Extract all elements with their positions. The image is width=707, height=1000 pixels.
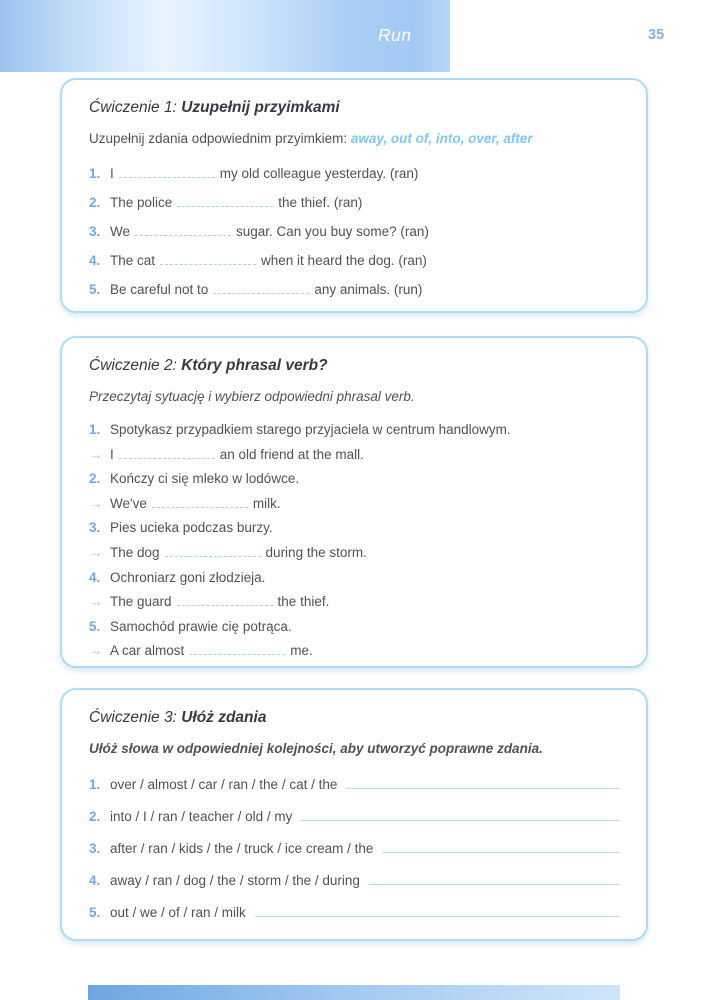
exercise-1-list <box>89 165 619 298</box>
scrambled-words: after / ran / kids / the / truck / ice cream / the <box>110 841 374 856</box>
answer-blank[interactable] <box>165 545 261 557</box>
situation-text: Kończy ci się mleko w lodówce. <box>110 471 300 487</box>
sentence-after: when it heard the dog. (ran) <box>261 253 427 268</box>
sentence <box>110 252 427 269</box>
exercise-1-instruction <box>89 130 619 147</box>
item-number: 1. <box>89 777 101 792</box>
exercise-2-heading: Który phrasal verb? <box>181 357 328 374</box>
arrow-icon: → <box>89 594 103 610</box>
list-item <box>89 776 619 793</box>
answer-line[interactable] <box>382 840 619 853</box>
list-item <box>89 872 619 889</box>
item-number: 2. <box>89 195 101 210</box>
sentence-before: The guard <box>110 594 172 610</box>
exercise-3-list <box>89 776 619 921</box>
list-item <box>89 808 619 825</box>
exercise-3-label: Ćwiczenie 3: <box>89 709 177 726</box>
list-item <box>89 165 619 182</box>
sentence-before: We <box>110 224 131 239</box>
exercise-2-instruction: Przeczytaj sytuację i wybierz odpowiedni phrasal verb. <box>89 389 415 404</box>
scrambled-words: into / I / ran / teacher / old / my <box>110 809 293 824</box>
list-item <box>89 904 619 921</box>
sentence-before: I <box>110 166 114 181</box>
exercise-2-label: Ćwiczenie 2: <box>89 357 177 374</box>
sentence-after: any animals. (run) <box>314 282 423 297</box>
answer-blank[interactable] <box>135 224 231 236</box>
sentence <box>110 194 362 211</box>
sentence-after: during the storm. <box>265 544 367 560</box>
answer-row <box>89 544 619 561</box>
sentence <box>110 223 429 240</box>
situation-text: Samochód prawie cię potrąca. <box>110 618 292 634</box>
exercise-1-card <box>60 78 648 313</box>
list-item <box>89 618 619 635</box>
sentence <box>110 544 367 561</box>
item-number: 4. <box>89 569 101 585</box>
item-number: 5. <box>89 618 101 634</box>
answer-blank[interactable] <box>177 594 273 606</box>
exercise-1-label: Ćwiczenie 1: <box>89 99 177 116</box>
sentence-after: milk. <box>252 495 281 511</box>
item-number: 5. <box>89 905 101 920</box>
answer-blank[interactable] <box>119 447 215 459</box>
sentence-before: We've <box>110 495 147 511</box>
exercise-3-card <box>60 688 648 941</box>
sentence <box>110 642 313 659</box>
sentence-before: I <box>110 446 114 462</box>
arrow-icon: → <box>89 495 103 511</box>
page-number: 35 <box>648 27 665 43</box>
exercise-1-instruction-text: Uzupełnij zdania odpowiednim przyimkiem: <box>89 131 348 146</box>
answer-line[interactable] <box>346 776 619 789</box>
situation-text: Spotykasz przypadkiem starego przyjaciela w centrum handlowym. <box>110 422 511 437</box>
sentence-before: The cat <box>110 253 156 268</box>
list-item <box>89 519 619 536</box>
situation-text: Ochroniarz goni złodzieja. <box>110 569 266 585</box>
sentence-before: A car almost <box>110 643 185 659</box>
answer-blank[interactable] <box>152 496 248 508</box>
item-number: 3. <box>89 520 101 536</box>
answer-blank[interactable] <box>119 166 215 178</box>
scrambled-words: away / ran / dog / the / storm / the / during <box>110 873 360 888</box>
header-band <box>0 0 450 72</box>
exercise-1-word-bank: away, out of, into, over, after <box>350 131 533 146</box>
list-item <box>89 840 619 857</box>
answer-line[interactable] <box>255 904 619 917</box>
sentence-after: an old friend at the mall. <box>219 446 364 462</box>
page-title: Run <box>378 25 412 45</box>
sentence <box>110 446 364 463</box>
list-item <box>89 470 619 487</box>
item-number: 2. <box>89 471 101 487</box>
item-number: 5. <box>89 282 101 297</box>
sentence-before: The dog <box>110 544 160 560</box>
arrow-icon: → <box>89 446 103 462</box>
sentence-after: sugar. Can you buy some? (ran) <box>236 224 429 239</box>
item-number: 2. <box>89 809 101 824</box>
sentence-after: the thief. <box>277 594 330 610</box>
list-item <box>89 252 619 269</box>
exercise-2-card <box>60 336 648 668</box>
item-number: 1. <box>89 422 101 437</box>
sentence <box>110 495 281 512</box>
sentence-after: the thief. (ran) <box>278 195 363 210</box>
item-number: 4. <box>89 873 101 888</box>
scrambled-words: out / we / of / ran / milk <box>110 905 246 920</box>
list-item <box>89 194 619 211</box>
situation-text: Pies ucieka podczas burzy. <box>110 520 273 536</box>
answer-row <box>89 593 619 610</box>
sentence <box>110 593 329 610</box>
item-number: 1. <box>89 166 101 181</box>
next-page-band <box>88 985 620 1000</box>
exercise-1-title <box>89 99 619 117</box>
sentence-after: my old colleague yesterday. (ran) <box>219 166 419 181</box>
list-item <box>89 421 619 438</box>
answer-blank[interactable] <box>189 643 285 655</box>
answer-row <box>89 446 619 463</box>
sentence-before: Be careful not to <box>110 282 209 297</box>
answer-line[interactable] <box>301 808 619 821</box>
answer-blank[interactable] <box>213 282 309 294</box>
sentence <box>110 165 418 182</box>
item-number: 3. <box>89 841 101 856</box>
answer-blank[interactable] <box>160 253 256 265</box>
list-item <box>89 223 619 240</box>
answer-line[interactable] <box>369 872 619 885</box>
sentence-before: The police <box>110 195 173 210</box>
exercise-3-instruction: Ułóż słowa w odpowiedniej kolejności, aby utworzyć poprawne zdania. <box>89 741 543 756</box>
answer-blank[interactable] <box>177 195 273 207</box>
sentence-after: me. <box>290 643 313 659</box>
answer-row <box>89 642 619 659</box>
exercise-3-heading: Ułóż zdania <box>181 709 267 726</box>
list-item <box>89 281 619 298</box>
exercise-3-title <box>89 709 619 727</box>
answer-row <box>89 495 619 512</box>
item-number: 4. <box>89 253 101 268</box>
item-number: 3. <box>89 224 101 239</box>
exercise-1-heading: Uzupełnij przyimkami <box>181 99 340 116</box>
list-item <box>89 569 619 586</box>
arrow-icon: → <box>89 544 103 560</box>
exercise-2-title <box>89 357 619 375</box>
sentence <box>110 281 422 298</box>
exercise-2-list <box>89 421 619 659</box>
scrambled-words: over / almost / car / ran / the / cat / the <box>110 777 338 792</box>
arrow-icon: → <box>89 643 103 659</box>
